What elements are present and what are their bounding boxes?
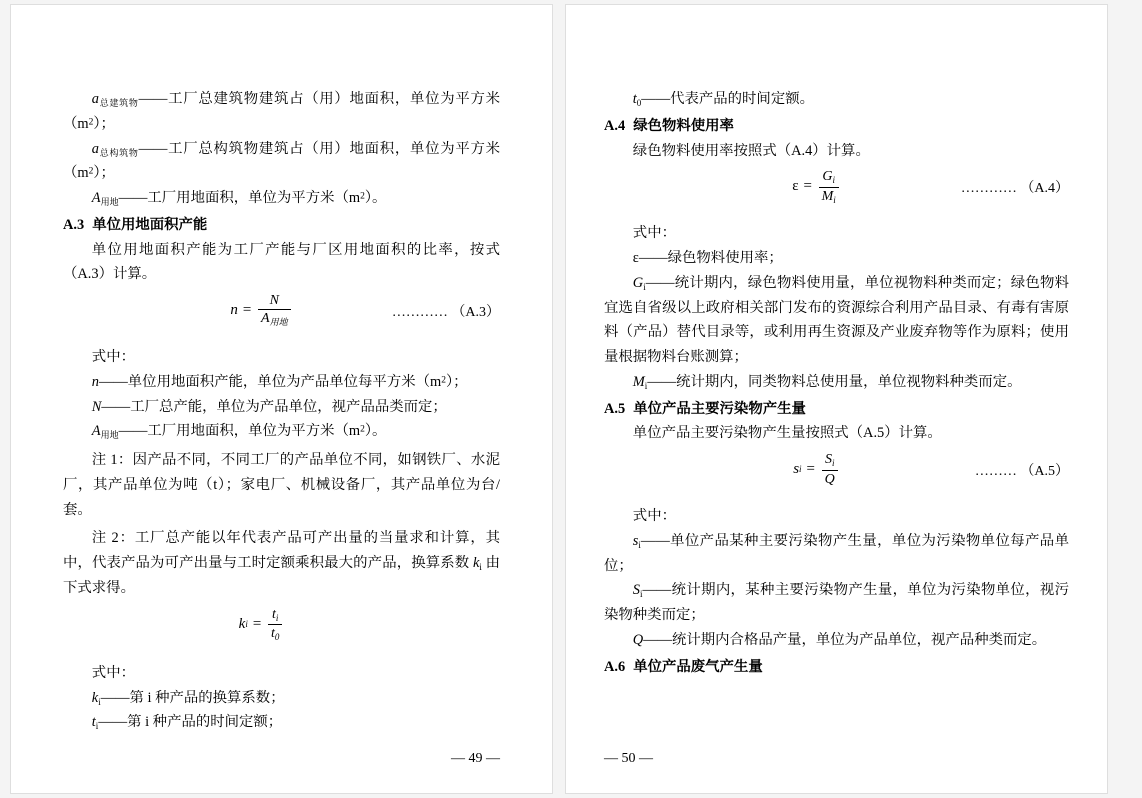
definition-text: ——第 i 种产品的换算系数； <box>100 689 285 706</box>
symbol-subscript: i <box>640 589 643 600</box>
page-number-left: — 49 — <box>451 751 500 766</box>
section-title: 单位用地面积产能 <box>92 216 208 233</box>
symbol-epsilon: ε <box>632 250 639 267</box>
symbol-subscript: i <box>638 539 641 550</box>
note-2: 注 2：工厂总产能以年代表产品可产出量的当量求和计算，其中，代表产品为可产出量与工时定额乘积最大的产品，换算系数 $k_i$ 由下式求得。 <box>63 530 500 597</box>
symbol-subscript: i <box>95 721 99 732</box>
definition-line <box>604 628 1069 653</box>
section-title: 单位产品主要污染物产生量 <box>633 400 806 417</box>
definition-line <box>604 271 1069 370</box>
symbol-subscript: 用地 <box>100 196 119 207</box>
definition-line <box>604 87 1069 112</box>
symbol-mi: M <box>632 373 645 390</box>
equation-lhs: ε <box>792 178 799 195</box>
symbol-subscript: 用地 <box>100 430 119 441</box>
definition-text: ——绿色物料使用率； <box>638 250 783 267</box>
symbol-gi: G <box>632 274 644 291</box>
definition-text: ——单位用地面积产能，单位为产品单位每平方米$(m^2)$； <box>99 373 468 390</box>
where-label-2: 式中： <box>91 664 135 681</box>
symbol-subscript: 总建筑物 <box>99 97 139 108</box>
fraction <box>822 452 838 487</box>
definition-line <box>63 137 500 187</box>
definition-text: ——统计期内合格品产量，单位为产品单位，视产品种类而定。 <box>643 632 1047 649</box>
symbol-subscript: 总构筑物 <box>99 147 139 158</box>
page-right-content <box>604 87 1069 733</box>
fraction <box>268 607 282 643</box>
definition-text: ——工厂总产能，单位为产品单位，视产品品类而定； <box>101 398 447 415</box>
section-heading-a3 <box>63 213 500 238</box>
section-heading-a4 <box>604 114 1069 139</box>
equation-number-a4: ………… （A.4） <box>960 181 1069 197</box>
symbol-t: t <box>91 714 96 731</box>
page-left <box>10 4 553 794</box>
section-number: A.3 <box>63 216 85 233</box>
symbol-t0: t <box>632 91 637 107</box>
equation-number-a5: ……… （A.5） <box>974 464 1069 480</box>
section-a3-body: 单位用地面积产能为工厂产能与厂区用地面积的比率，按式（A.3）计算。 <box>63 241 500 283</box>
definition-line <box>604 578 1069 628</box>
symbol-n-upper: N <box>91 398 102 415</box>
definition-line <box>604 529 1069 579</box>
symbol-si-upper: S <box>632 582 640 599</box>
definition-line <box>604 246 1069 271</box>
fraction <box>258 293 291 328</box>
definition-text: ——工厂用地面积，单位为平方米$(m^2)$。 <box>118 190 387 207</box>
section-a4-body: 绿色物料使用率按照式（A.4）计算。 <box>632 142 870 159</box>
definition-line <box>63 686 500 711</box>
symbol-subscript: 0 <box>636 97 642 108</box>
symbol-subscript: i <box>644 380 648 391</box>
fraction-numerator: N <box>269 293 279 309</box>
symbol-k: k <box>91 689 99 706</box>
definition-text: ——单位产品某种主要污染物产生量，单位为污染物单位每产品单位； <box>604 532 1069 574</box>
equation-number-a3: ………… （A.3） <box>391 305 500 321</box>
fraction-denominator: $A_{用地}$ <box>258 309 291 328</box>
section-title: 单位产品废气产生量 <box>633 658 763 675</box>
fraction-denominator: $M_i$ <box>819 187 839 206</box>
definition-line <box>63 186 500 211</box>
fraction-numerator: $G_i$ <box>822 169 836 186</box>
fraction-numerator: $S_i$ <box>824 452 835 469</box>
section-number: A.5 <box>604 400 626 417</box>
equation-lhs: n <box>230 301 238 318</box>
equation-ki: k i = $\frac{t_i}{t_0}$ <box>63 607 500 655</box>
fraction-numerator: $t_i$ <box>271 606 279 623</box>
section-number: A.6 <box>604 658 626 675</box>
definition-line <box>63 710 500 735</box>
symbol-si-lower: s <box>632 532 639 549</box>
page-number-right: — 50 — <box>604 751 653 766</box>
where-label: 式中： <box>632 225 676 242</box>
section-number: A.4 <box>604 117 626 134</box>
definition-line <box>63 370 500 395</box>
equation-lhs: k <box>238 615 246 632</box>
section-a5-body: 单位产品主要污染物产生量按照式（A.5）计算。 <box>632 425 942 442</box>
symbol-q: Q <box>632 632 644 649</box>
fraction-denominator: $t_0$ <box>268 624 282 643</box>
definition-text: ——统计期内，同类物料总使用量，单位视物料种类而定。 <box>647 373 1022 390</box>
definition-text: ——工厂用地面积，单位为平方米$(m^2)$。 <box>118 423 387 440</box>
symbol-a-land: A <box>91 190 101 207</box>
where-label: 式中： <box>632 508 676 525</box>
where-label: 式中： <box>91 349 135 366</box>
definition-text: ——统计期内，某种主要污染物产生量，单位为污染物单位，视污染物种类而定； <box>604 582 1069 624</box>
note-1: 注 1：因产品不同，不同工厂的产品单位不同，如钢铁厂、水泥厂，其产品单位为吨（t）；家电厂、机械设备厂，其产品单位为台/套。 <box>63 452 500 518</box>
symbol-n-lower: n <box>91 373 99 390</box>
fraction-denominator: Q <box>822 470 838 487</box>
symbol-a-land: A <box>91 423 101 440</box>
symbol-subscript: i <box>643 281 646 292</box>
definition-line <box>63 87 500 137</box>
definition-text: ——统计期内，绿色物料使用量，单位视物料种类而定；绿色物料宜选自省级以上政府相关部门发布的资源综合利用产品目录、有毒有害原料（产品）替代目录等，或利用再生资源及产业废弃物等作为原料；使用量根据物料台账测算； <box>604 274 1069 366</box>
equation-a4: ε = $\frac{G_i}{M_i}$ ………… （A.4） <box>792 169 1069 205</box>
definition-line <box>63 419 500 444</box>
symbol-a-total-buildings: a <box>91 91 99 107</box>
definition-text: ——第 i 种产品的时间定额； <box>98 714 283 731</box>
section-heading-a5 <box>604 397 1069 422</box>
definition-line <box>604 370 1069 395</box>
definition-line <box>63 395 500 420</box>
equation-a5: s i = $\frac{S_i}{Q}$ ……… （A.5） <box>793 452 1069 487</box>
page-left-content <box>63 87 500 733</box>
symbol-a-total-structures: a <box>91 140 99 157</box>
equation-a3: n = $\frac{N}{A_{用地}}$ ………… （A.3） <box>230 293 500 328</box>
fraction <box>819 169 839 205</box>
section-title: 绿色物料使用率 <box>633 117 734 134</box>
symbol-subscript: i <box>98 696 101 707</box>
definition-text: ——工厂总构筑物建筑占（用）地面积，单位为平方米$(m^2)$； <box>63 140 500 182</box>
page-right <box>565 4 1108 794</box>
definition-text: ——工厂总建筑物建筑占（用）地面积，单位为平方米$(m^2)$； <box>63 91 500 132</box>
equation-lhs: s <box>793 460 800 477</box>
section-heading-a6 <box>604 655 1069 680</box>
definition-text: ——代表产品的时间定额。 <box>641 91 814 107</box>
